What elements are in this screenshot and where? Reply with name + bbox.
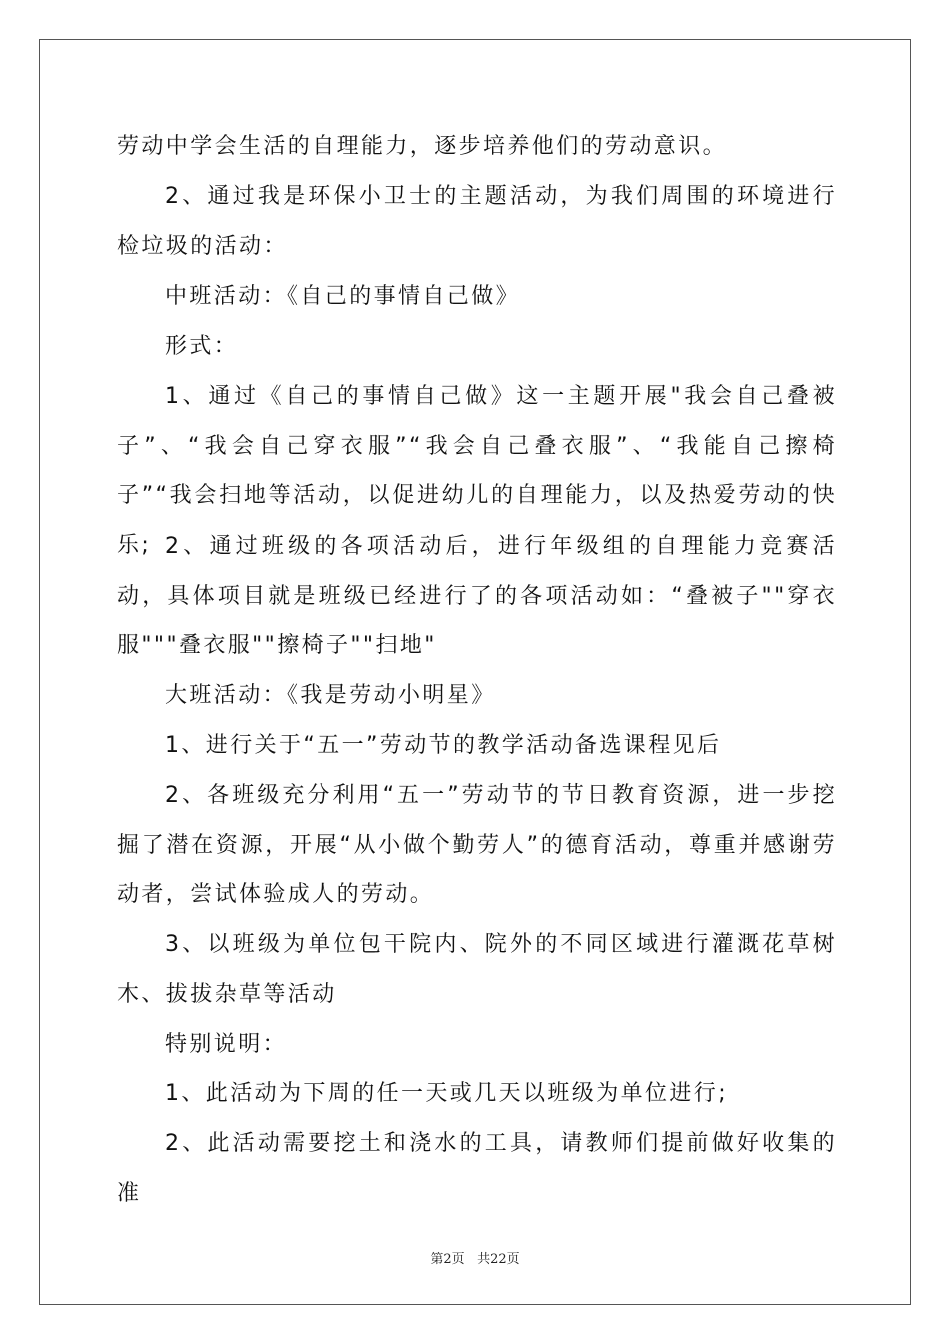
page-total: 共22页: [477, 1252, 520, 1267]
paragraph-4: 形式：: [165, 334, 239, 359]
paragraph-11: 特别说明：: [165, 1032, 288, 1057]
paragraph-8: 1、进行关于“五一”劳动节的教学活动备选课程见后: [165, 733, 722, 758]
page-number: 第2页: [430, 1252, 465, 1267]
paragraph-1: 劳动中学会生活的自理能力，逐步培养他们的劳动意识。: [117, 134, 728, 159]
paragraph-6: 2、通过班级的各项活动后，进行年级组的自理能力竞赛活动，具体项目就是班级已经进行了的各项活动如：“叠被子""穿衣服"""叠衣服""擦椅子""扫地": [117, 534, 837, 658]
paragraph-10: 3、以班级为单位包干院内、院外的不同区域进行灌溉花草树木、拔拔杂草等活动: [117, 932, 837, 1007]
paragraph-12: 1、此活动为下周的任一天或几天以班级为单位进行;: [165, 1081, 729, 1106]
paragraph-13: 2、此活动需要挖土和浇水的工具，请教师们提前做好收集的准: [117, 1131, 837, 1206]
paragraph-7: 大班活动：《我是劳动小明星》: [165, 683, 496, 708]
paragraph-3: 中班活动：《自己的事情自己做》: [165, 284, 521, 309]
paragraph-2: 2、通过我是环保小卫士的主题活动，为我们周围的环境进行检垃圾的活动：: [117, 184, 837, 259]
paragraph-9: 2、各班级充分利用“五一”劳动节的节日教育资源，进一步挖掘了潜在资源，开展“从小做个勤劳人”的德育活动，尊重并感谢劳动者，尝试体验成人的劳动。: [117, 783, 837, 907]
paragraph-5: 1、通过《自己的事情自己做》这一主题开展"我会自己叠被子”、“我会自己穿衣服”“我会自己叠衣服”、“我能自己擦椅子”“我会扫地等活动，以促进幼儿的自理能力，以及热爱劳动的快乐;: [117, 384, 837, 558]
page-footer: [0, 1248, 950, 1267]
